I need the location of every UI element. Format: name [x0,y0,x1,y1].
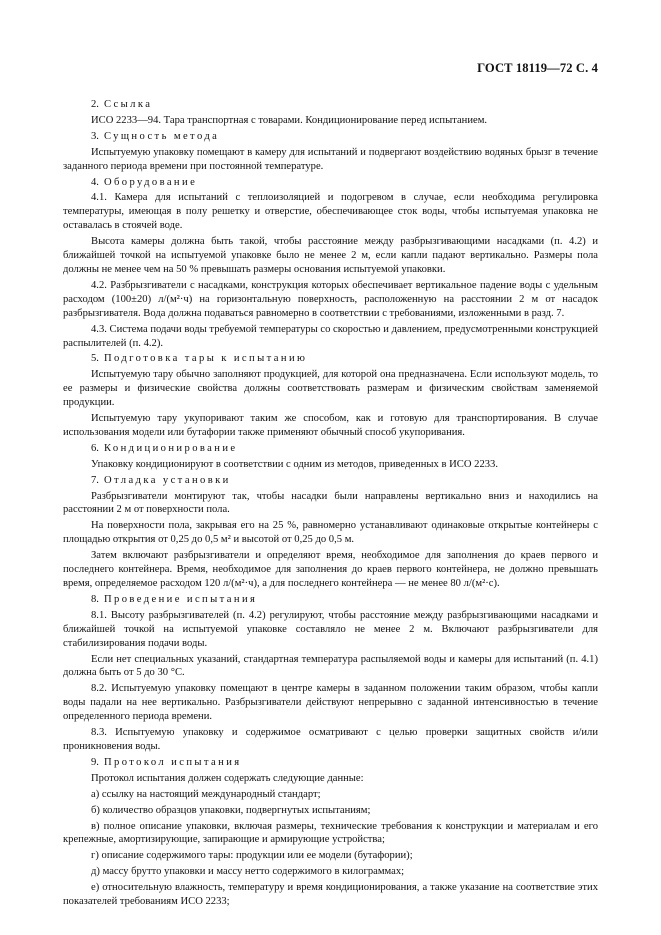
section-title: Проведение испытания [103,593,258,605]
paragraph: Если нет специальных указаний, стандартная температура распыляемой воды и камеры для испытаний (п. 4.1) должна быть от 5 до 30 °С. [63,653,598,679]
paragraph: д) массу брутто упаковки и массу нетто содержимого в килограммах; [91,866,405,878]
paragraph: Испытуемую упаковку помещают в камеру для испытаний и подвергают воздействию водяных брызг в течение заданного периода времени при постоянной температуре. [63,146,598,172]
paragraph: Высота камеры должна быть такой, чтобы расстояние между разбрызгивающими насадками (п. 4.2) и ближайшей точкой на испытуемой упаковке было не менее 2 м, если капли падают вертикально. Размеры пола должны не менее чем на 50 % превышать размеры основания испытуемой упаковки. [63,236,598,275]
section-number: 9. [91,756,99,768]
section-heading [63,442,598,456]
section-heading [63,474,598,488]
paragraph: е) относительную влажность, температуру и время кондиционирования, а также указание на соответствие этих показателей требованиям ИСО 2233; [63,882,598,908]
paragraph: На поверхности пола, закрывая его на 25 %, равномерно устанавливают одинаковые открытые контейнеры с площадью открытия от 0,25 до 0,5 м² и высотой от 0,25 до 0,5 м. [63,520,598,546]
section-number: 4. [91,176,99,188]
section-number: 3. [91,130,99,142]
paragraph: в) полное описание упаковки, включая размеры, технические требования к конструкции и материалам и его крепежные, амортизирующие, запирающие и армирующие устройства; [63,820,598,846]
section-number: 2. [91,99,99,110]
paragraph: 4.1. Камера для испытаний с теплоизоляцией и подогревом в случае, если необходима регулировка температуры, имеющая в полу решетку и отверстие, обеспечивающее сток воды, чтобы испытуемая упаковка не оставалась в стоячей воде. [63,192,598,232]
section-heading [63,130,598,144]
section-title: Кондиционирование [103,442,238,454]
section-title: Оборудование [103,176,198,188]
section-number: 8. [91,593,99,605]
section-title: Подготовка тары к испытанию [103,353,308,365]
section-title: Ссылка [103,99,153,110]
section-heading [63,98,598,112]
document-body [63,98,598,911]
paragraph: Разбрызгиватели монтируют так, чтобы насадки были направлены вертикально вниз и находились на расстоянии 2 м от поверхности пола. [63,490,598,516]
paragraph: г) описание содержимого тары: продукции или ее модели (бутафории); [91,850,413,862]
section-number: 7. [91,474,99,486]
paragraph: Упаковку кондиционируют в соответствии с одним из методов, приведенных в ИСО 2233. [91,458,498,470]
paragraph: Затем включают разбрызгиватели и определяют время, необходимое для заполнения до краев первого и последнего контейнера. Время, необходимое для заполнения до краев первого контейнера, не должно превышать время, определяемое расходом 120 л/(м²·ч), а для последнего контейнера — не менее 80 л/(м²·с). [63,550,598,589]
paragraph: а) ссылку на настоящий международный стандарт; [91,788,321,800]
section-title: Отладка установки [103,474,231,486]
paragraph: Испытуемую тару обычно заполняют продукцией, для которой она предназначена. Если используют модель, то ее размеры и физические свойства должны соответствовать размерам и физическим свойствам заменяемой продукции. [63,369,598,409]
section-heading [63,176,598,190]
section-heading [63,593,598,607]
page-header: ГОСТ 18119—72 С. 4 [477,61,598,75]
paragraph: 8.2. Испытуемую упаковку помещают в центре камеры в заданном положении таким образом, чтобы капли воды падали на нее вертикально. Разбрызгиватели действуют непрерывно с заданной интенсивностью в течение определенного периода времени. [63,683,598,723]
section-heading [63,352,598,366]
paragraph: Испытуемую тару укупоривают таким же способом, как и готовую для транспортирования. В случае использования модели или бутафории также применяют обычный способ укупоривания. [63,413,598,438]
section-title: Сущность метода [103,130,220,142]
paragraph: Протокол испытания должен содержать следующие данные: [91,772,364,784]
paragraph: б) количество образцов упаковки, подвергнутых испытаниям; [91,804,371,816]
section-number: 5. [91,353,99,365]
paragraph: 4.2. Разбрызгиватели с насадками, конструкция которых обеспечивает вертикальное падение воды с удельным расходом (100±20) л/(м²·ч) на горизонтальную поверхность, расположенную на расстоянии 2 м от насадок разбрызгивателя. Вода должна подаваться равномерно в соответствии с требованиями, изложенными в разд. 7. [63,279,598,319]
paragraph: 4.3. Система подачи воды требуемой температуры со скоростью и давлением, предусмотренными конструкцией распылителей (п. 4.2). [63,323,598,349]
section-title: Протокол испытания [103,756,242,768]
section-heading [63,756,598,770]
paragraph: 8.1. Высоту разбрызгивателей (п. 4.2) регулируют, чтобы расстояние между разбрызгивающими насадками и ближайшей точкой на испытуемой упаковке составляло не менее 2 м. Включают разбрызгиватели для стабилизирования подачи воды. [63,609,598,649]
paragraph: 8.3. Испытуемую упаковку и содержимое осматривают с целью проверки защитных свойств и/или проникновения воды. [63,727,598,752]
paragraph: ИСО 2233—94. Тара транспортная с товарами. Кондиционирование перед испытанием. [91,114,488,126]
section-number: 6. [91,442,99,454]
